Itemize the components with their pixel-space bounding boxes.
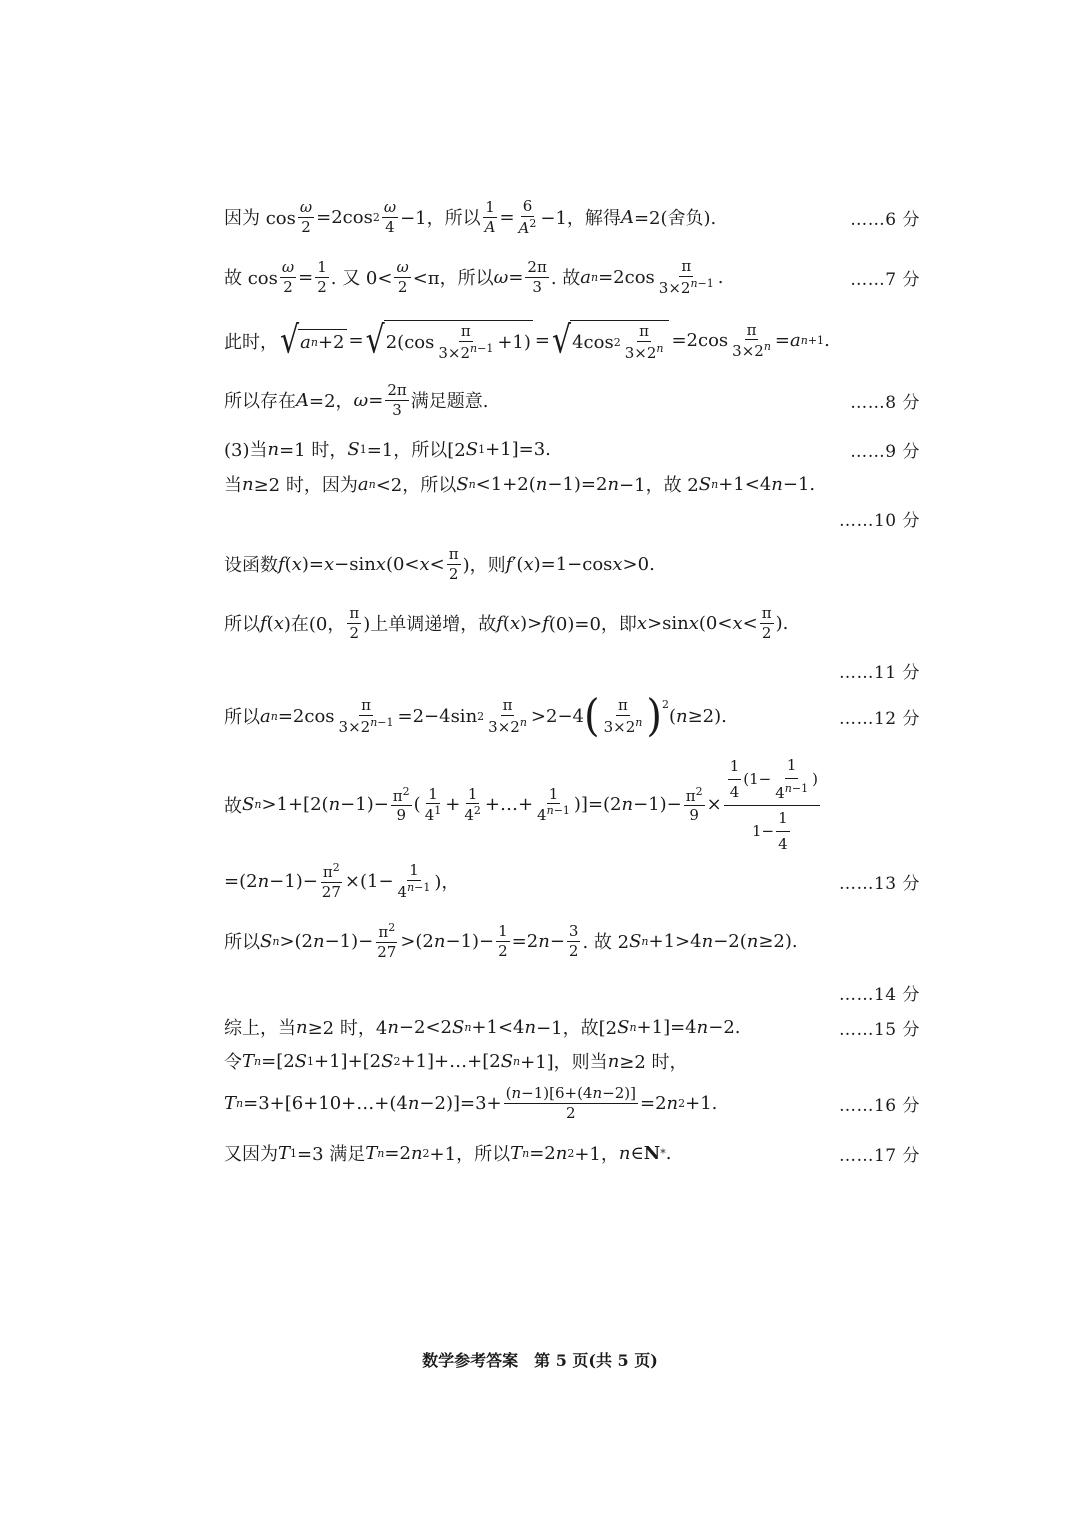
score-label: ……15 分	[838, 1019, 920, 1040]
line-19-content: 又因为 T 1 =3 满足 T n =2 n 2 +1，所以 T n =2 n 2 +1， n ∈ N * .	[224, 1142, 672, 1165]
fraction: $\frac{1}{4}$	[778, 809, 788, 853]
score-label: ……7 分	[850, 269, 920, 290]
solution-line-6	[224, 471, 920, 497]
fraction: $\frac{1}{A}$	[484, 198, 496, 236]
fraction: $\frac{1}{2}$	[317, 258, 327, 296]
score-label: ……17 分	[838, 1145, 920, 1166]
fraction: $\frac{\pi}{2}$	[761, 604, 772, 642]
solution-line-7	[224, 506, 920, 531]
fraction: $\frac{2\pi}{3}$	[387, 381, 407, 419]
solution-line-15	[224, 980, 920, 1005]
square-root: √ 2(cos $\frac{\pi}{3\times 2^{n-1}}$ +1)	[365, 318, 531, 362]
line-9-content: 所以 f ( x )在(0， $\frac{\pi}{2}$ )上单调递增，故 f ( x )> f (0)=0，即 x >sin x (0< x < $\frac{\pi}{2}$ ).	[224, 604, 789, 642]
fraction: $\frac{\pi^2}{27}$	[321, 861, 341, 901]
solution-line-12	[224, 757, 920, 852]
line-6-content: 当 n ≥2 时，因为 a n <2，所以 S n <1+2( n −1)=2 n −1，故 2 S n +1<4 n −1.	[224, 473, 816, 496]
solution-line-3	[224, 320, 920, 361]
fraction: $\frac{1}{4^1}$	[424, 784, 442, 824]
fraction: $\frac{1}{4}$ (1− $\frac{1}{4^{n-1}}$ ) 1− $\frac{1}{4}$	[724, 757, 820, 852]
fraction: $\frac{1}{4^{n-1}}$	[537, 784, 570, 824]
solution-line-19	[224, 1140, 920, 1166]
fraction: $\frac{\pi}{3\times 2^n}$	[732, 320, 771, 360]
line-17-content: 令 T n =[2 S 1 +1]+[2 S 2 +1]+…+[2 S n +1]，则当 n ≥2 时，	[224, 1050, 688, 1073]
fraction: $\frac{\pi}{3\times 2^{n-1}}$	[658, 257, 714, 297]
fraction: $\frac{\omega}{2}$	[396, 258, 409, 296]
line-11-content: 所以 a n =2cos $\frac{\pi}{3\times 2^{n-1}}$ =2−4sin 2 $\frac{\pi}{3\times 2^n}$ >2−4 ( $\frac{\pi}{3\times 2^n}$ ) $^2$ ( n ≥2).	[224, 690, 727, 742]
solution-line-14	[224, 922, 920, 960]
fraction: $\frac{\pi}{3\times 2^n}$	[488, 696, 527, 736]
solution-line-17	[224, 1048, 920, 1074]
line-14-content: 所以 S n >(2 n −1)− $\frac{\pi^2}{27}$ >(2 n −1)− $\frac{1}{2}$ =2 n − $\frac{3}{2}$ . 故 2 S n +1>4 n −2( n ≥2).	[224, 921, 798, 961]
page-footer: 数学参考答案 第 5 页(共 5 页)	[422, 1351, 658, 1370]
score-label: ……6 分	[850, 209, 920, 230]
fraction: $\frac{6}{A^2}$	[518, 197, 537, 237]
score-label: ……9 分	[850, 441, 920, 462]
line-16-content: 综上，当 n ≥2 时，4 n −2<2 S n +1<4 n −1，故[2 S n +1]=4 n −2.	[224, 1016, 741, 1039]
fraction: $\frac{1}{4^2}$	[464, 784, 481, 824]
fraction: $\frac{\pi^2}{9}$	[392, 784, 410, 824]
square-root: √ a n +2	[280, 318, 345, 362]
fraction: $\frac{1}{4^{n-1}}$	[775, 756, 809, 802]
fraction: $\frac{3}{2}$	[568, 922, 579, 960]
solution-line-5	[224, 436, 920, 462]
score-label: ……12 分	[838, 708, 920, 729]
score-label: ……10 分	[838, 511, 920, 531]
score-label: ……11 分	[838, 663, 920, 683]
score-label: ……13 分	[838, 873, 920, 894]
fraction: $\frac{1}{2}$	[498, 922, 508, 960]
line-4-content: 所以存在 A =2， ω = $\frac{2\pi}{3}$ 满足题意.	[224, 381, 489, 419]
solution-line-11	[224, 690, 920, 742]
fraction: $\frac{\pi}{2}$	[349, 604, 360, 642]
line-3-content: 此时， √ a n +2 = √ 2(cos $\frac{\pi}{3\times 2^{n-1}}$ +1) = √ 4cos 2 $\frac{\pi}{3\times 2^n}$ =2cos $\frac{\pi}{3\times 2^n}$ = a n+1 .	[224, 318, 830, 362]
line-12-content: 故 S n >1+[2( n −1)− $\frac{\pi^2}{9}$ ( $\frac{1}{4^1}$ + $\frac{1}{4^2}$ +…+ $\frac{1}{4^{n-1}}$ )]=(2 n −1)− $\frac{\pi^2}{9}$ × $\frac{1}{4}$ (1− $\frac{1}{4^{n-1}}$ ) 1− $\frac{1}{4}$	[224, 756, 818, 853]
score-label: ……16 分	[838, 1095, 920, 1116]
fraction: $\frac{\pi}{2}$	[448, 545, 459, 583]
fraction: $\frac{\omega}{2}$	[299, 198, 313, 236]
solution-line-9	[224, 605, 920, 641]
fraction: $\frac{(n-1)[6+(4n-2)]}{2}$	[505, 1084, 636, 1122]
line-1-content: 因为 cos $\frac{\omega}{2}$ =2cos 2 $\frac{\omega}{4}$ −1，所以 $\frac{1}{A}$ = $\frac{6}{A^2}$ −1，解得 A =2(舍负).	[224, 197, 717, 237]
line-5-content: (3)当 n =1 时， S 1 =1，所以[2 S 1 +1]=3.	[224, 438, 551, 461]
fraction: $\frac{\pi}{3\times 2^n}$	[624, 322, 664, 362]
line-2-content: 故 cos $\frac{\omega}{2}$ = $\frac{1}{2}$ . 又 0< $\frac{\omega}{2}$ <π，所以 ω = $\frac{2\pi}{3}$ . 故 a n =2cos $\frac{\pi}{3\times 2^{n-1}}$ .	[224, 257, 724, 297]
fraction: $\frac{\pi^2}{27}$	[377, 921, 397, 961]
solution-line-13	[224, 862, 920, 900]
solution-line-16	[224, 1014, 920, 1040]
line-18-content: T n =3+[6+10+…+(4 n −2)]=3+ $\frac{(n-1)[6+(4n-2)]}{2}$ =2 n 2 +1.	[224, 1084, 718, 1122]
solution-line-4	[224, 382, 920, 418]
line-13-content: =(2 n −1)− $\frac{\pi^2}{27}$ ×(1− $\frac{1}{4^{n-1}}$ )，	[224, 861, 460, 901]
solution-line-8	[224, 546, 920, 582]
fraction: $\frac{1}{4^{n-1}}$	[397, 861, 431, 901]
fraction: $\frac{\pi}{3\times 2^n}$	[603, 696, 643, 736]
solution-line-2	[224, 258, 920, 296]
fraction: $\frac{\omega}{2}$	[281, 258, 295, 296]
solution-line-10	[224, 658, 920, 683]
line-8-content: 设函数 f ( x )= x −sin x (0< x < $\frac{\pi}{2}$ )，则 f ′( x )=1−cos x >0.	[224, 545, 655, 583]
fraction: $\frac{\pi^2}{9}$	[685, 784, 703, 824]
solution-line-1	[224, 198, 920, 236]
fraction: $\frac{2\pi}{3}$	[527, 258, 547, 296]
solution-line-18	[224, 1085, 920, 1121]
fraction: $\frac{1}{4}$	[729, 757, 740, 801]
score-label: ……8 分	[850, 392, 920, 413]
score-label: ……14 分	[838, 985, 920, 1005]
fraction: $\frac{\pi}{3\times 2^{n-1}}$	[438, 322, 494, 362]
fraction: $\frac{\pi}{3\times 2^{n-1}}$	[338, 696, 394, 736]
fraction: $\frac{\omega}{4}$	[383, 198, 397, 236]
square-root: √ 4cos 2 $\frac{\pi}{3\times 2^n}$	[552, 320, 669, 361]
